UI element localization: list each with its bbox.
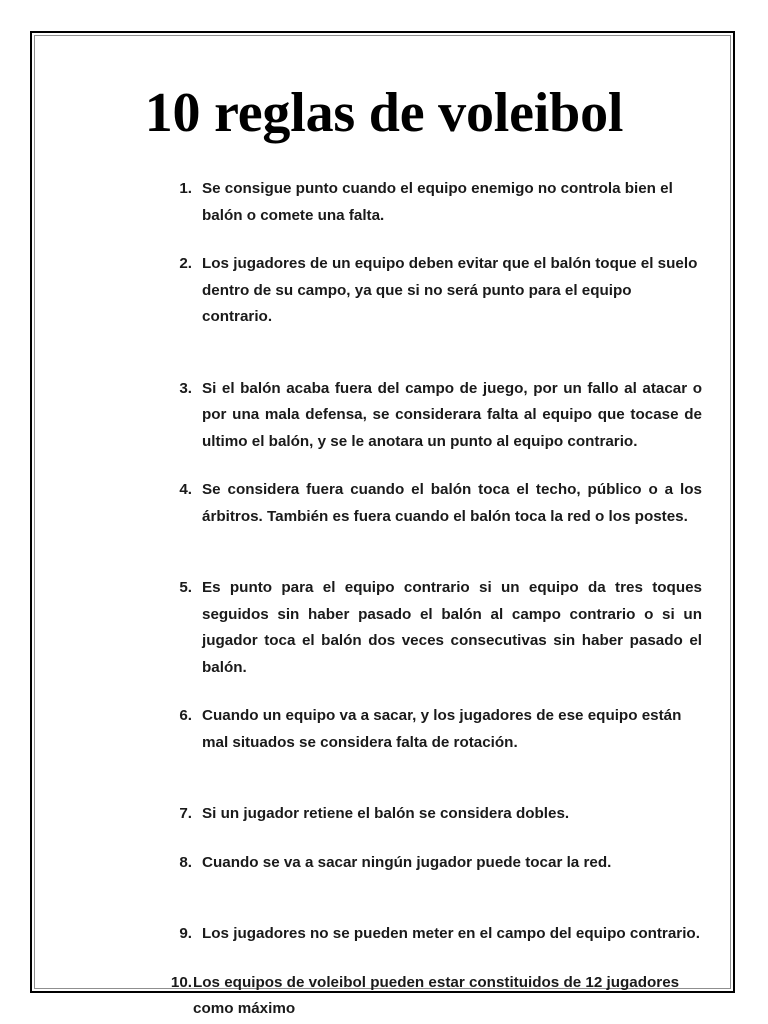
rule-text: Si el balón acaba fuera del campo de juego, por un fallo al atacar o por una mala defensa, se considerara falta al equipo que tocase de ultimo el balón, y se le anotara un punto al equipo contrario. [202, 379, 702, 450]
rule-number: 10. [170, 973, 192, 991]
rule-item [40, 921, 768, 948]
rule-text: Los jugadores no se pueden meter en el campo del equipo contrario. [202, 925, 700, 942]
rule-text: Se consigue punto cuando el equipo enemigo no controla bien el balón o comete una falta. [202, 180, 673, 224]
rule-text: Se considera fuera cuando el balón toca el techo, público o a los árbitros. También es fuera cuando el balón toca la red o los postes. [202, 481, 702, 525]
rule-item [40, 176, 768, 229]
rule-text: Los jugadores de un equipo deben evitar que el balón toque el suelo dentro de su campo, ya que si no será punto para el equipo contrario. [202, 255, 698, 325]
rule-item [40, 703, 768, 756]
rule-text: Es punto para el equipo contrario si un equipo da tres toques seguidos sin haber pasado el balón al campo contrario o si un jugador toca el balón dos veces consecutivas sin haber pasado el balón. [202, 579, 702, 676]
rule-item [40, 477, 768, 530]
rule-text: Los equipos de voleibol pueden estar constituidos de 12 jugadores como máximo [193, 973, 680, 1017]
rule-number: 5. [179, 579, 192, 596]
rule-number: 1. [179, 180, 192, 197]
rule-number: 3. [179, 379, 192, 397]
rule-number: 7. [179, 805, 192, 822]
rule-item [40, 376, 768, 456]
rule-text: Cuando un equipo va a sacar, y los jugadores de ese equipo están mal situados se considera falta de rotación. [202, 707, 682, 751]
rule-number: 6. [179, 707, 192, 724]
rule-item [40, 801, 768, 828]
rule-text: Cuando se va a sacar ningún jugador puede tocar la red. [202, 853, 612, 871]
rule-number: 4. [179, 481, 192, 498]
page-title: 10 reglas de voleibol [144, 82, 624, 144]
rule-number: 8. [179, 853, 192, 871]
rule-number: 2. [179, 255, 192, 272]
rules-list [0, 176, 768, 1024]
rule-item [40, 970, 768, 1023]
rule-item [40, 575, 768, 681]
rule-number: 9. [179, 925, 192, 942]
rule-item [40, 251, 768, 331]
rule-text: Si un jugador retiene el balón se considera dobles. [202, 805, 570, 822]
rule-item [40, 850, 768, 877]
